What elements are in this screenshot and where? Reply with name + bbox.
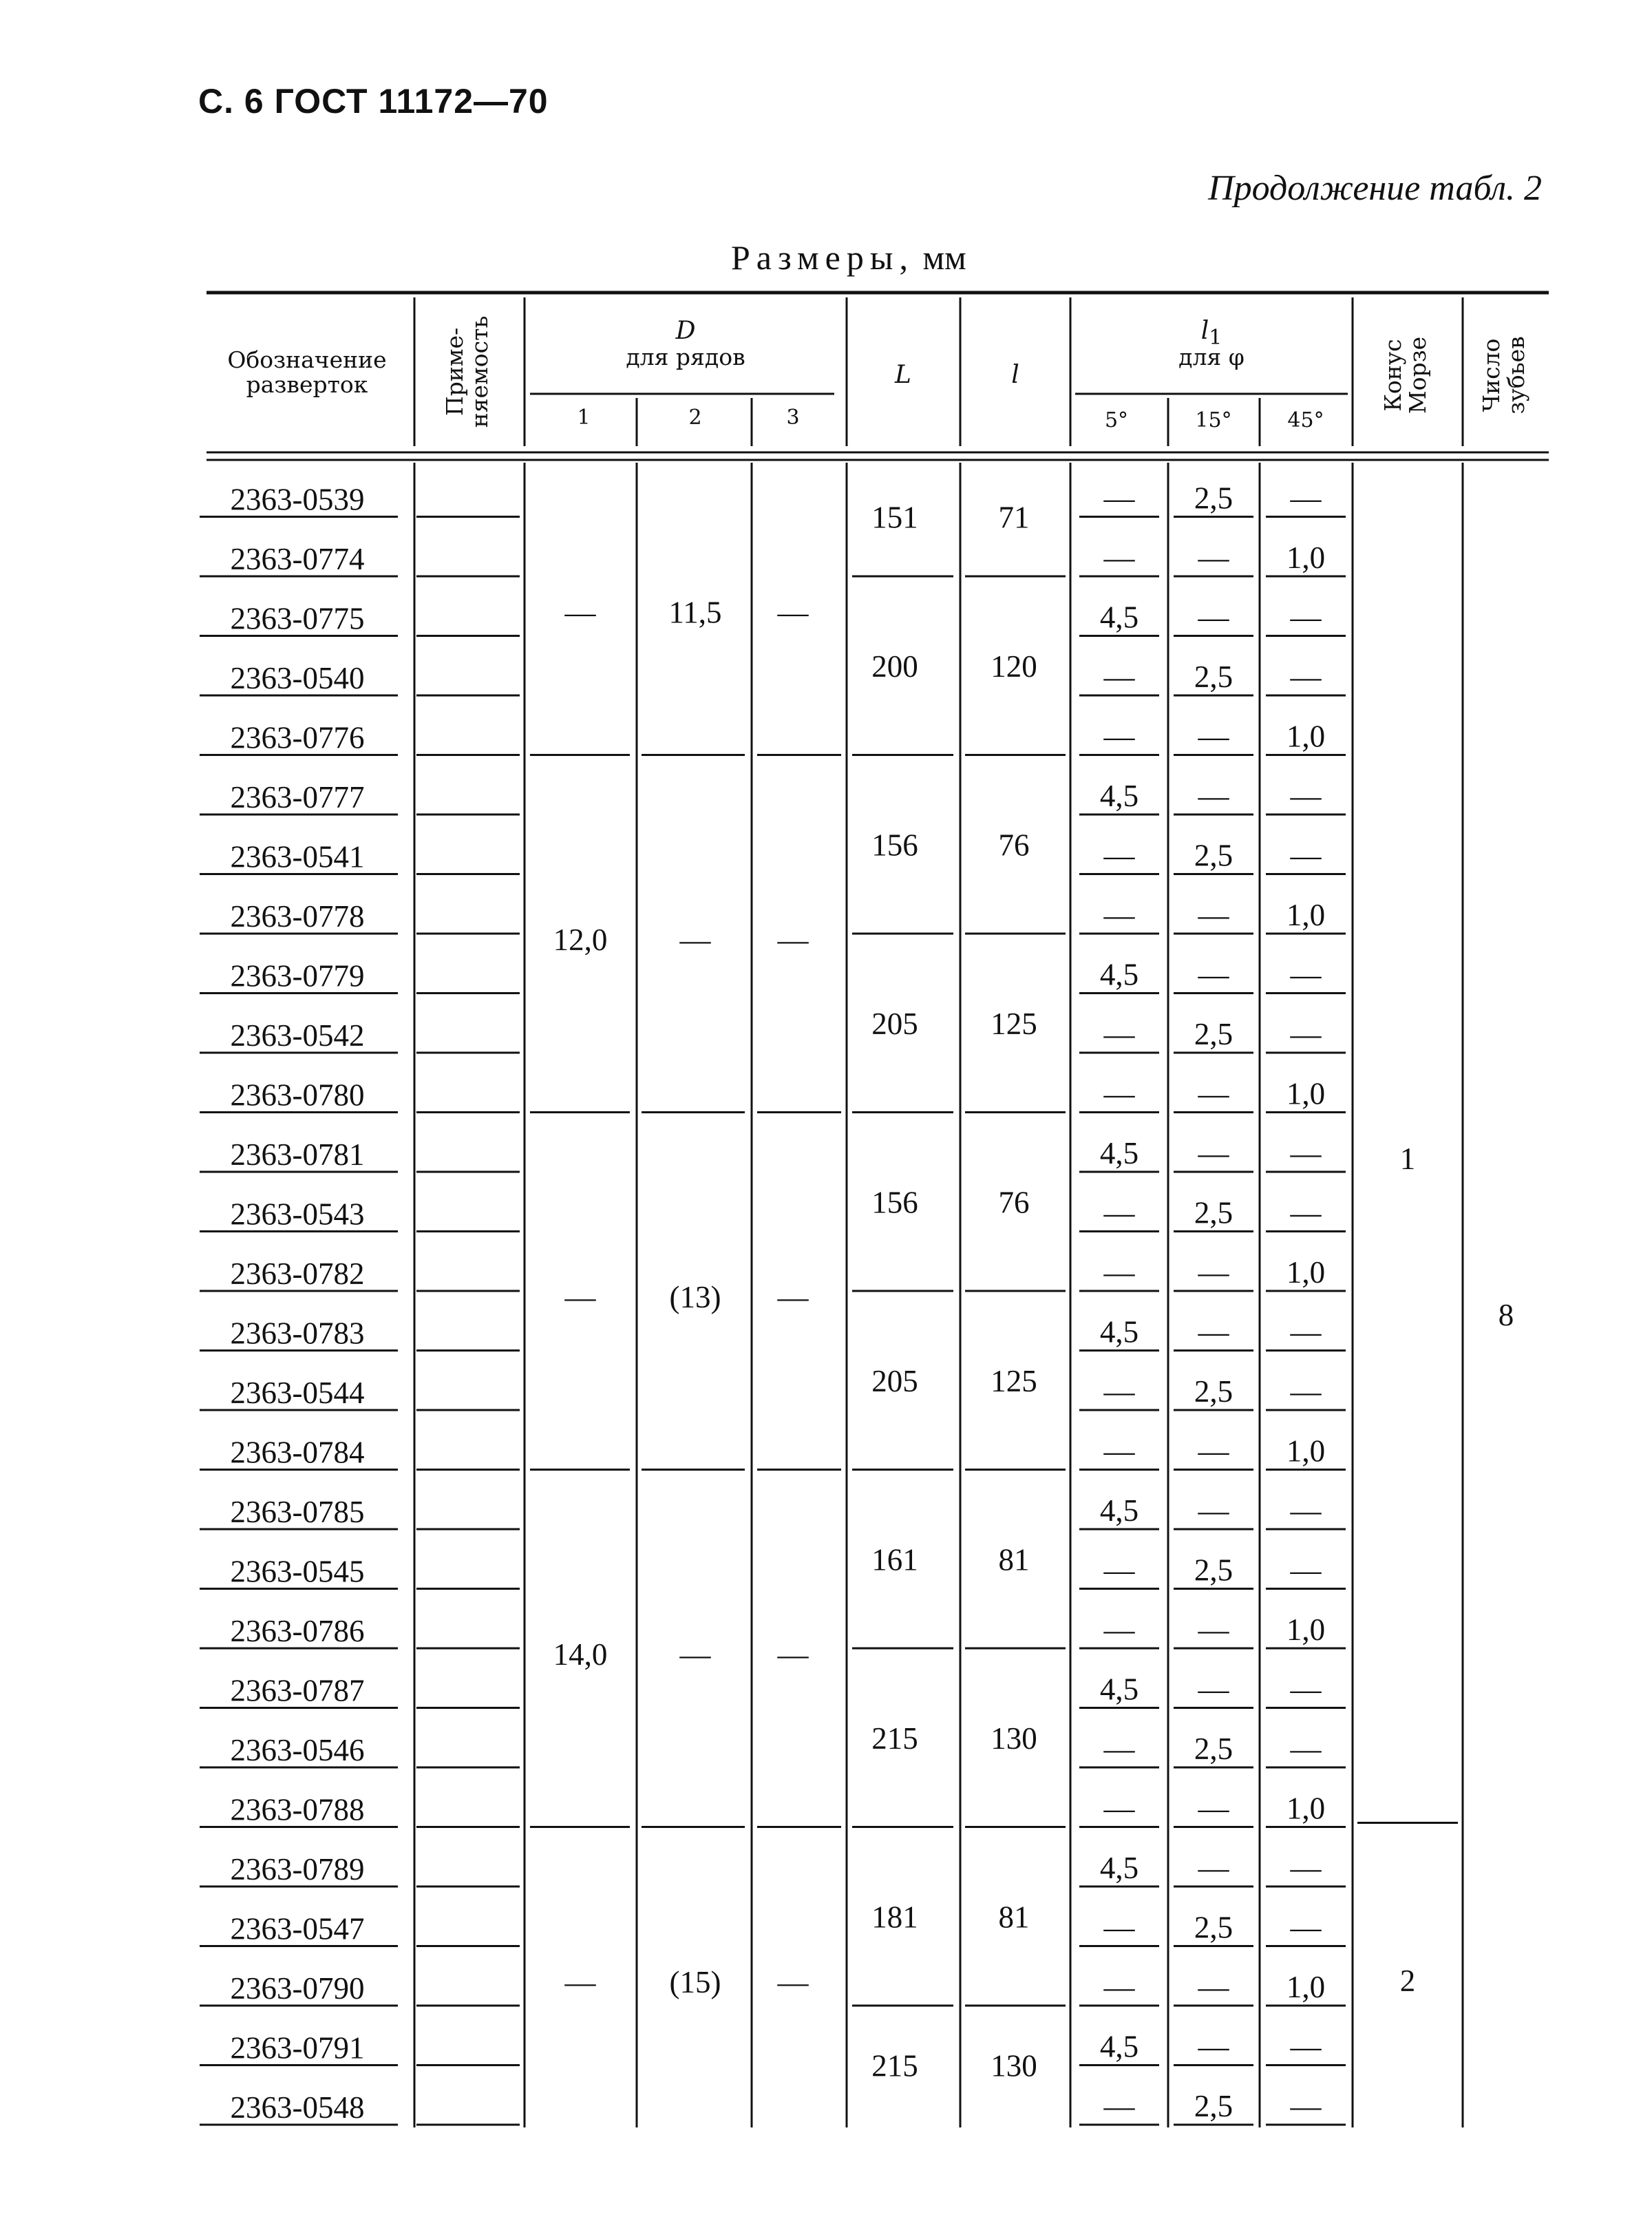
designation-cell: 2363-0786 bbox=[230, 1614, 365, 1648]
l1-cell: — bbox=[1103, 1970, 1135, 2004]
designation-cell: 2363-0784 bbox=[230, 1435, 365, 1470]
d-row-3-value: — bbox=[777, 923, 809, 957]
l1-cell: 1,0 bbox=[1286, 719, 1326, 754]
l1-cell: 1,0 bbox=[1286, 1076, 1326, 1111]
l1-cell: 4,5 bbox=[1099, 2029, 1139, 2064]
big-l-value: 205 bbox=[871, 1363, 918, 1398]
small-l-value: 125 bbox=[991, 1006, 1037, 1041]
l1-cell: — bbox=[1198, 2029, 1229, 2064]
l1-cell: 1,0 bbox=[1286, 898, 1326, 932]
l1-cell: — bbox=[1290, 660, 1322, 694]
d-row-1-value: 14,0 bbox=[553, 1637, 608, 1672]
l1-cell: — bbox=[1198, 957, 1229, 992]
designation-cell: 2363-0542 bbox=[230, 1018, 365, 1053]
l1-cell: — bbox=[1103, 1255, 1135, 1290]
morse-value: 2 bbox=[1399, 1963, 1416, 1998]
l1-cell: — bbox=[1103, 1195, 1135, 1230]
designation-header-line-2: разверток bbox=[246, 371, 368, 398]
designation-cell: 2363-0791 bbox=[230, 2030, 365, 2065]
l1-cell: — bbox=[1198, 1493, 1229, 1528]
big-l-value: 215 bbox=[871, 1721, 918, 1756]
l1-cell: — bbox=[1290, 838, 1322, 873]
l1-cell: 4,5 bbox=[1099, 779, 1139, 813]
l1-cell: — bbox=[1198, 1791, 1229, 1826]
l1-cell: — bbox=[1290, 1017, 1322, 1051]
l1-cell: 2,5 bbox=[1194, 660, 1233, 694]
designation-cell: 2363-0790 bbox=[230, 1971, 365, 2006]
l1-cell: 4,5 bbox=[1099, 1493, 1139, 1528]
designation-cell: 2363-0547 bbox=[230, 1911, 365, 1946]
big-l-value: 151 bbox=[871, 500, 918, 535]
l1-cell: 4,5 bbox=[1099, 1314, 1139, 1349]
d-row-1-value: — bbox=[564, 595, 596, 630]
l1-cell: — bbox=[1290, 1374, 1322, 1409]
designation-cell: 2363-0780 bbox=[230, 1078, 365, 1113]
small-l-value: 76 bbox=[998, 828, 1030, 863]
l1-cell: — bbox=[1290, 779, 1322, 813]
d-row-3-header: 3 bbox=[786, 406, 800, 430]
d-row-2-value: — bbox=[679, 1637, 711, 1672]
big-l-value: 156 bbox=[871, 828, 918, 863]
l1-cell: — bbox=[1198, 1076, 1229, 1111]
l1-cell: — bbox=[1198, 1255, 1229, 1290]
designation-header-line-1: Обозначение bbox=[227, 346, 387, 373]
l1-cell: 4,5 bbox=[1099, 600, 1139, 635]
l1-cell: 2,5 bbox=[1194, 1195, 1233, 1230]
d-row-2-value: 11,5 bbox=[668, 595, 722, 630]
dimensions-unit: мм bbox=[922, 238, 966, 277]
designation-cell: 2363-0781 bbox=[230, 1137, 365, 1172]
l1-cell: 2,5 bbox=[1194, 1374, 1233, 1409]
l1-cell: — bbox=[1198, 779, 1229, 813]
l1-cell: — bbox=[1103, 1374, 1135, 1409]
designation-cell: 2363-0779 bbox=[230, 958, 365, 994]
angle-45-header: 45° bbox=[1287, 408, 1324, 432]
designation-cell: 2363-0775 bbox=[230, 601, 365, 636]
morse-header-line-2: Морзе bbox=[1404, 336, 1431, 414]
l1-cell: — bbox=[1198, 1433, 1229, 1469]
d-row-3-value: — bbox=[777, 595, 809, 630]
small-l-value: 130 bbox=[991, 1721, 1037, 1756]
l1-cell: — bbox=[1290, 1553, 1322, 1588]
applicability-header-line-1: Приме- bbox=[441, 327, 468, 417]
d-symbol: D bbox=[675, 317, 696, 345]
l1-cell: 4,5 bbox=[1099, 1851, 1139, 1885]
designation-cell: 2363-0548 bbox=[230, 2090, 365, 2125]
page-number: С. 6 bbox=[198, 82, 264, 120]
d-row-2-value: — bbox=[679, 923, 711, 957]
d-row-1-value: — bbox=[564, 1280, 596, 1314]
l1-cell: 2,5 bbox=[1194, 1553, 1233, 1588]
designation-cell: 2363-0776 bbox=[230, 720, 365, 755]
l1-cell: 4,5 bbox=[1099, 1672, 1139, 1707]
continuation-note: Продолжение табл. 2 bbox=[1208, 169, 1542, 208]
small-l-value: 120 bbox=[991, 649, 1037, 684]
designation-cell: 2363-0789 bbox=[230, 1852, 365, 1886]
standard-number: ГОСТ 11172—70 bbox=[274, 82, 549, 120]
morse-value: 1 bbox=[1399, 1142, 1416, 1176]
dimensions-word: Размеры, bbox=[731, 238, 914, 277]
l1-cell: — bbox=[1198, 1314, 1229, 1349]
designation-cell: 2363-0774 bbox=[230, 542, 365, 576]
l1-cell: — bbox=[1290, 2089, 1322, 2123]
small-l-header: l bbox=[1011, 361, 1019, 389]
d-row-3-value: — bbox=[777, 1637, 809, 1672]
l1-cell: — bbox=[1103, 1910, 1135, 1945]
l1-cell: — bbox=[1290, 1314, 1322, 1349]
d-title: для рядов bbox=[626, 344, 745, 370]
l1-cell: 1,0 bbox=[1286, 1255, 1326, 1290]
l1-cell: — bbox=[1198, 600, 1229, 635]
l1-cell: — bbox=[1290, 2029, 1322, 2064]
small-l-value: 81 bbox=[998, 1900, 1030, 1935]
big-l-value: 205 bbox=[871, 1006, 918, 1041]
designation-cell: 2363-0543 bbox=[230, 1197, 365, 1232]
morse-header-line-1: Конус bbox=[1379, 339, 1406, 412]
l1-cell: 2,5 bbox=[1194, 1732, 1233, 1766]
l1-cell: — bbox=[1103, 838, 1135, 873]
l1-cell: 4,5 bbox=[1099, 957, 1139, 992]
small-l-value: 125 bbox=[991, 1363, 1037, 1398]
l1-cell: — bbox=[1103, 540, 1135, 575]
applicability-header-line-2: няемость bbox=[466, 315, 493, 428]
l1-cell: 2,5 bbox=[1194, 2089, 1233, 2123]
table-header bbox=[227, 316, 1529, 432]
designation-cell: 2363-0783 bbox=[230, 1316, 365, 1351]
l1-cell: 2,5 bbox=[1194, 1910, 1233, 1945]
big-l-value: 181 bbox=[871, 1900, 918, 1935]
l1-cell: — bbox=[1290, 600, 1322, 635]
l1-cell: — bbox=[1103, 719, 1135, 754]
l1-cell: — bbox=[1198, 1970, 1229, 2004]
small-l-value: 76 bbox=[998, 1185, 1030, 1220]
l1-cell: 2,5 bbox=[1194, 1017, 1233, 1051]
table-body bbox=[231, 481, 1514, 2125]
l1-cell: — bbox=[1290, 1136, 1322, 1170]
l1-cell: — bbox=[1103, 1732, 1135, 1766]
d-row-2-value: (13) bbox=[669, 1280, 721, 1314]
l1-cell: — bbox=[1290, 1732, 1322, 1766]
designation-cell: 2363-0544 bbox=[230, 1376, 365, 1410]
big-l-value: 161 bbox=[871, 1542, 918, 1577]
l1-cell: 1,0 bbox=[1286, 1791, 1326, 1826]
l1-cell: — bbox=[1198, 1851, 1229, 1885]
l1-cell: — bbox=[1103, 481, 1135, 516]
big-l-value: 200 bbox=[871, 649, 918, 684]
l1-cell: — bbox=[1198, 540, 1229, 575]
l1-cell: — bbox=[1103, 1612, 1135, 1647]
designation-cell: 2363-0787 bbox=[230, 1673, 365, 1708]
l1-cell: — bbox=[1290, 1851, 1322, 1885]
big-l-header: L bbox=[895, 361, 911, 389]
l1-cell: — bbox=[1290, 481, 1322, 516]
small-l-value: 81 bbox=[998, 1542, 1030, 1577]
l1-cell: 2,5 bbox=[1194, 481, 1233, 516]
l1-cell: — bbox=[1103, 1553, 1135, 1588]
l1-subscript: 1 bbox=[1209, 326, 1222, 350]
l1-cell: 1,0 bbox=[1286, 540, 1326, 575]
l1-title: для φ bbox=[1178, 344, 1245, 370]
designation-cell: 2363-0785 bbox=[230, 1495, 365, 1529]
l1-cell: — bbox=[1103, 1433, 1135, 1469]
d-row-3-value: — bbox=[777, 1964, 809, 1999]
small-l-value: 130 bbox=[991, 2048, 1037, 2083]
l1-cell: — bbox=[1103, 2089, 1135, 2123]
l1-cell: 1,0 bbox=[1286, 1433, 1326, 1469]
l1-cell: — bbox=[1290, 1672, 1322, 1707]
d-row-3-value: — bbox=[777, 1280, 809, 1314]
big-l-value: 215 bbox=[871, 2048, 918, 2083]
designation-cell: 2363-0788 bbox=[230, 1792, 365, 1827]
l1-cell: 4,5 bbox=[1099, 1136, 1139, 1170]
designation-cell: 2363-0546 bbox=[230, 1733, 365, 1767]
designation-cell: 2363-0777 bbox=[230, 780, 365, 814]
teeth-value: 8 bbox=[1498, 1298, 1514, 1332]
l1-cell: 2,5 bbox=[1194, 838, 1233, 873]
l1-cell: — bbox=[1198, 1672, 1229, 1707]
designation-cell: 2363-0778 bbox=[230, 899, 365, 934]
l1-symbol: $l_1$ bbox=[1200, 317, 1222, 350]
angle-15-header: 15° bbox=[1195, 408, 1232, 432]
designation-cell: 2363-0782 bbox=[230, 1257, 365, 1291]
l1-cell: — bbox=[1103, 898, 1135, 932]
small-l-value: 71 bbox=[998, 500, 1030, 535]
l1-cell: 1,0 bbox=[1286, 1970, 1326, 2004]
teeth-header-line-1: Число bbox=[1478, 338, 1505, 412]
d-row-2-value: (15) bbox=[669, 1964, 721, 1999]
l1-cell: — bbox=[1103, 1076, 1135, 1111]
l1-cell: — bbox=[1290, 1910, 1322, 1945]
l1-cell: 1,0 bbox=[1286, 1612, 1326, 1647]
l1-cell: — bbox=[1290, 957, 1322, 992]
l1-cell: — bbox=[1198, 898, 1229, 932]
big-l-value: 156 bbox=[871, 1185, 918, 1220]
d-row-1-header: 1 bbox=[577, 406, 591, 430]
designation-cell: 2363-0539 bbox=[230, 482, 365, 517]
l1-cell: — bbox=[1198, 1136, 1229, 1170]
l1-cell: — bbox=[1198, 1612, 1229, 1647]
l1-cell: — bbox=[1103, 1017, 1135, 1051]
designation-cell: 2363-0545 bbox=[230, 1554, 365, 1589]
l1-cell: — bbox=[1103, 660, 1135, 694]
teeth-header-line-2: зубьев bbox=[1503, 336, 1529, 414]
l1-cell: — bbox=[1103, 1791, 1135, 1826]
l1-cell: — bbox=[1290, 1195, 1322, 1230]
designation-cell: 2363-0540 bbox=[230, 661, 365, 695]
l1-cell: — bbox=[1290, 1493, 1322, 1528]
d-row-1-value: 12,0 bbox=[553, 923, 608, 957]
designation-cell: 2363-0541 bbox=[230, 839, 365, 874]
d-row-2-header: 2 bbox=[688, 406, 702, 430]
l1-cell: — bbox=[1198, 719, 1229, 754]
d-row-1-value: — bbox=[564, 1964, 596, 1999]
angle-5-header: 5° bbox=[1104, 408, 1129, 432]
